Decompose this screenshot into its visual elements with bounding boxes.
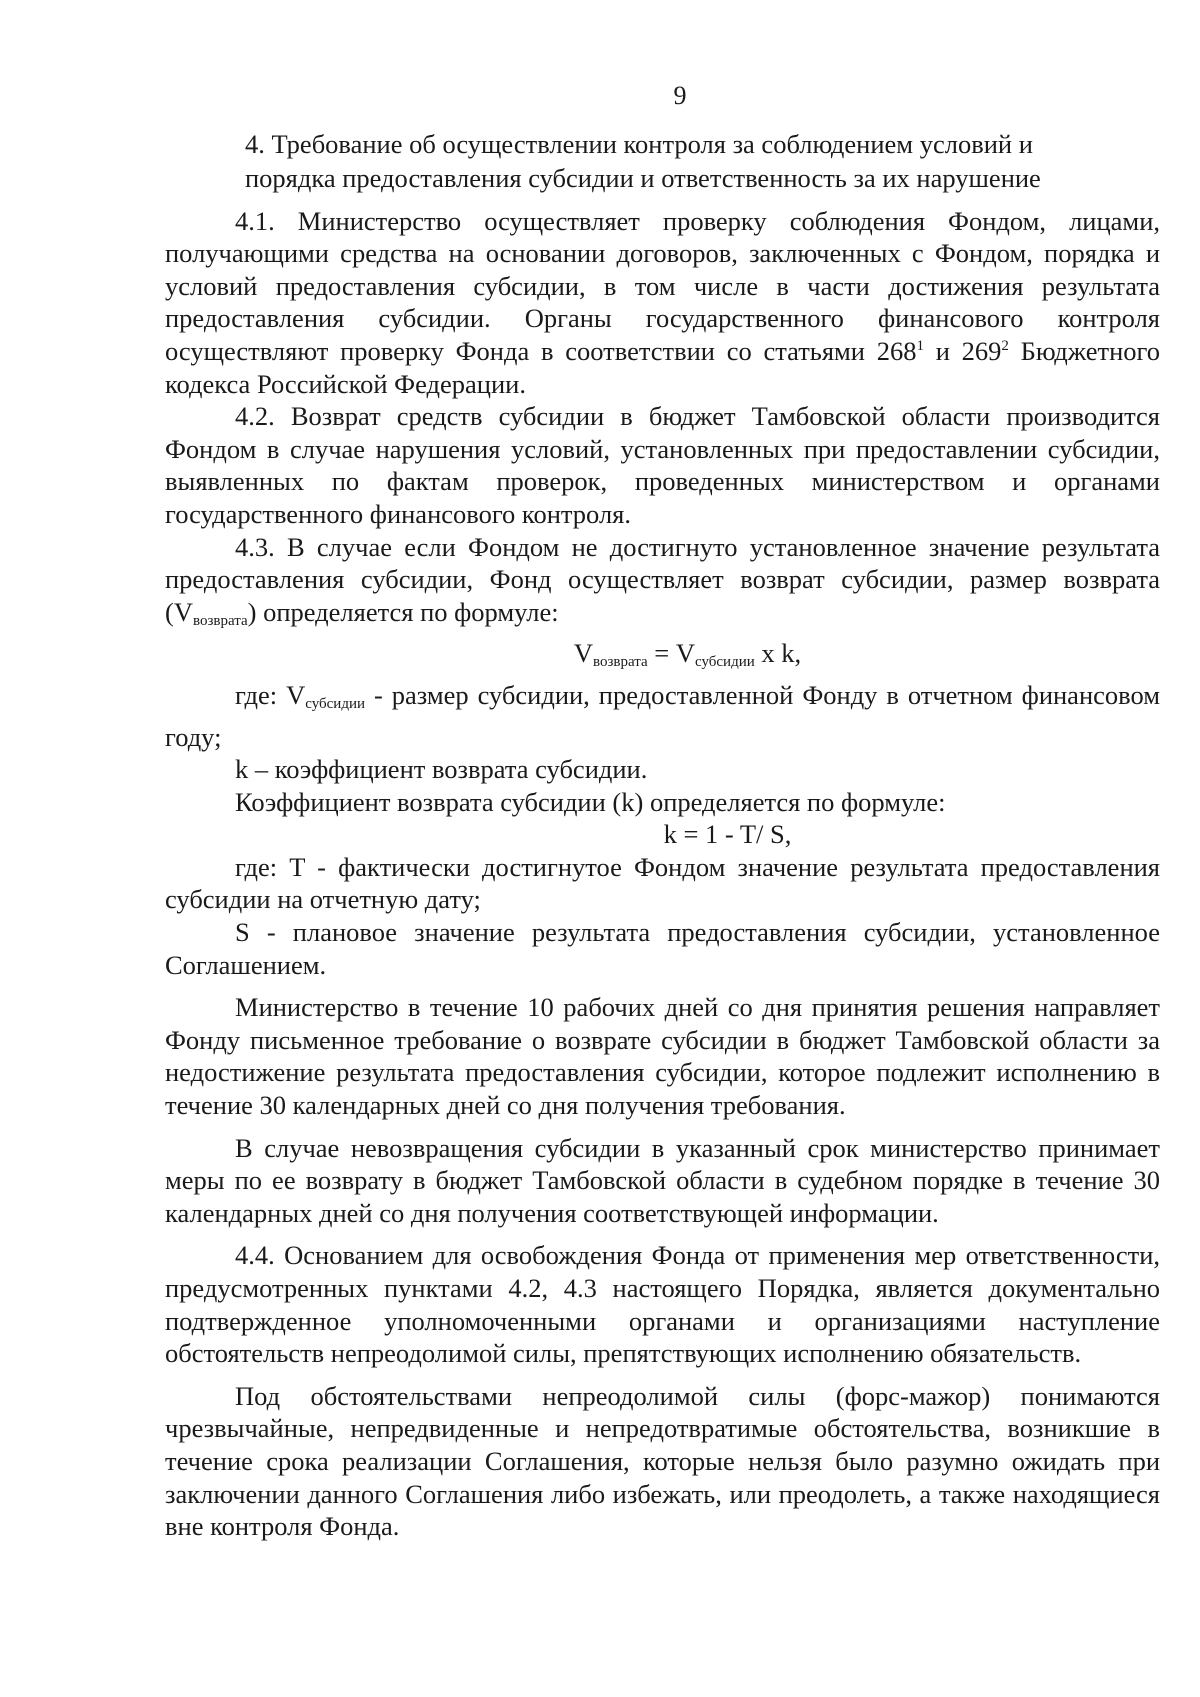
paragraph-4-3 — [165, 531, 1160, 638]
paragraph-4-1-text-c: Бюджетного кодекса Российской Федерации. — [165, 335, 1160, 399]
paragraph-4-3-text-b: ) определяется по формуле: — [247, 596, 559, 627]
formula-1-equals: = V — [647, 638, 695, 669]
formula-coefficient: k = 1 - T/ S, — [663, 819, 792, 850]
formula-return-amount — [165, 637, 1160, 679]
definition-k: k – коэффициент возврата субсидии. — [235, 754, 648, 785]
paragraph-4-3-text-a: 4.3. В случае если Фондом не достигнуто установленное значение результата предоставления субсидии, Фонд осуществляет возврат субсидии, размер возврата (V — [165, 531, 1160, 627]
formula-1-v: V — [573, 638, 593, 669]
section-title-line-2: порядка предоставления субсидии и ответственность за их нарушение — [245, 162, 1041, 193]
definition-v-text-a: где: V — [235, 679, 306, 710]
definition-v-subscript: субсидии — [305, 695, 366, 712]
paragraph-4-2: 4.2. Возврат средств субсидии в бюджет Тамбовской области производится Фондом в случае нарушения условий, установленных при предоставлении субсидии, выявленных по фактам проверок, проведенных министерством и органами государственного финансового контроля. — [165, 401, 1160, 529]
document-page — [165, 80, 1160, 1543]
coefficient-formula-intro: Коэффициент возврата субсидии (k) определяется по формуле: — [235, 786, 946, 817]
superscript-2: 2 — [1001, 338, 1009, 355]
superscript-1: 1 — [916, 338, 924, 355]
paragraph-4-4: 4.4. Основанием для освобождения Фонда от применения мер ответственности, предусмотренных пунктами 4.2, 4.3 настоящего Порядка, является документально подтвержденное уполномоченными органами и организациями наступление обстоятельств непреодолимой силы, препятствующих исполнению обязательств. — [165, 1240, 1160, 1369]
formula-1-sub-return: возврата — [593, 654, 648, 671]
paragraph-non-return: В случае невозвращения субсидии в указанный срок министерство принимает меры по ее возврату в бюджет Тамбовской области в судебном порядке в течение 30 календарных дней со дня получения соответствующей информации. — [165, 1132, 1160, 1228]
paragraph-ministry-demand: Министерство в течение 10 рабочих дней со дня принятия решения направляет Фонду письменное требование о возврате субсидии в бюджет Тамбовской области за недостижение результата предоставления субсидии, которое подлежит исполнению в течение 30 календарных дней со дня получения требования. — [165, 992, 1160, 1121]
paragraph-4-1 — [165, 205, 1160, 401]
definition-s: S - плановое значение результата предоставления субсидии, установленное Соглашением. — [165, 917, 1160, 980]
page-number: 9 — [673, 81, 687, 110]
paragraph-4-1-text-b: и 269 — [923, 335, 1002, 366]
formula-1-end: x k, — [754, 638, 802, 669]
definition-t: где: T - фактически достигнутое Фондом значение результата предоставления субсидии на отчетную дату; — [165, 851, 1160, 915]
section-title-line-1: 4. Требование об осуществлении контроля за соблюдением условий и — [245, 128, 1033, 159]
paragraph-force-majeure: Под обстоятельствами непреодолимой силы (форс-мажор) понимаются чрезвычайные, непредвиденные и непредотвратимые обстоятельства, возникшие в течение срока реализации Соглашения, которые нельзя было разумно ожидать при заключении данного Соглашения либо избежать, или преодолеть, а также находящиеся вне контроля Фонда. — [165, 1380, 1160, 1542]
paragraph-4-3-subscript: возврата — [192, 612, 248, 629]
formula-1-sub-subsidy: субсидии — [695, 654, 755, 671]
paragraph-4-1-text-a: 4.1. Министерство осуществляет проверку соблюдения Фондом, лицами, получающими средства на основании договоров, заключенных с Фондом, порядка и условий предоставления субсидии, в том числе в части достижения результата предоставления субсидии. Органы государственного финансового контроля осуществляют проверку Фонда в соответствии со статьями 268 — [165, 205, 1160, 366]
section-title — [165, 127, 1160, 195]
definition-v-text-b: - размер субсидии, предоставленной Фонду в отчетном финансовом году; — [165, 679, 1160, 752]
definition-v-subsidy — [165, 679, 1160, 753]
